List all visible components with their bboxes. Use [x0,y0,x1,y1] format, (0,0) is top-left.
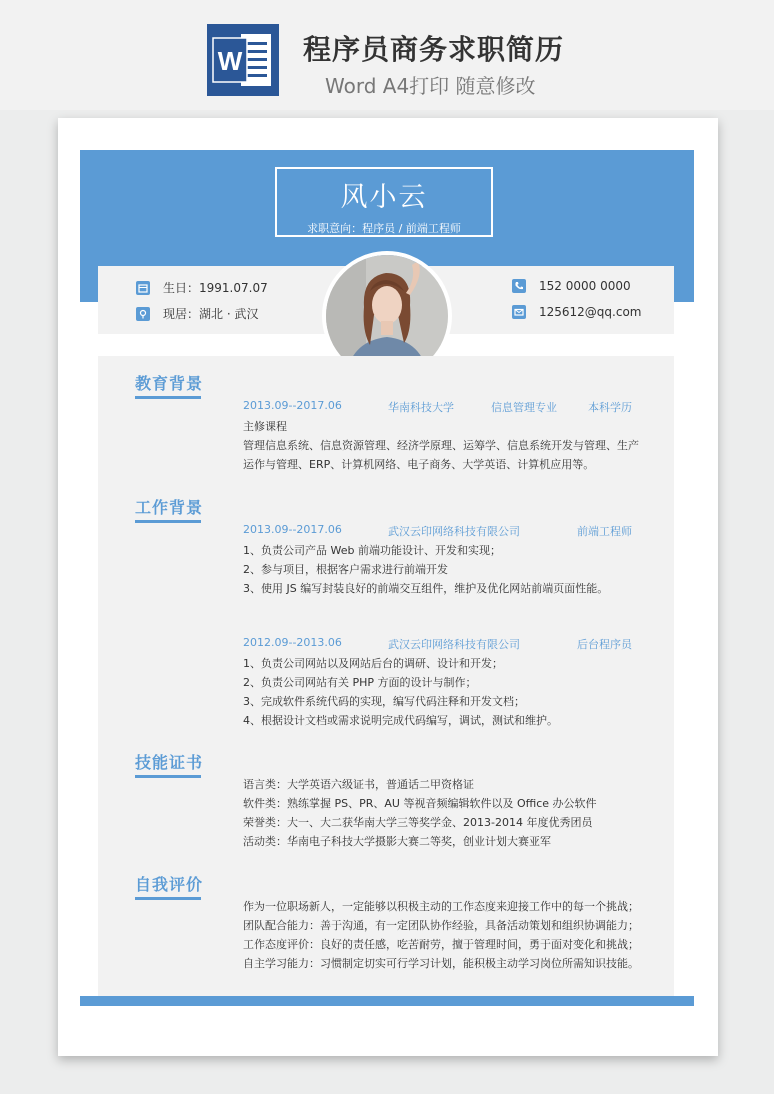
job-duty: 1、负责公司网站以及网站后台的调研、设计和开发； [243,657,503,670]
skills-title: 技能证书 [135,753,204,772]
courses-line: 管理信息系统、信息资源管理、经济学原理、运筹学、信息系统开发与管理、生产 [243,439,639,452]
phone-icon [512,279,526,293]
job-role: 后台程序员 [577,638,632,651]
self-eval-item: 自主学习能力：习惯制定切实可行学习计划，能积极主动学习岗位所需知识技能。 [243,957,639,970]
template-title: 程序员商务求职简历 [303,33,565,66]
resume-page [58,118,718,1056]
self-eval-item: 作为一位职场新人，一定能够以积极主动的工作态度来迎接工作中的每一个挑战； [243,900,639,913]
footer-bar [80,996,694,1006]
education-underline [135,396,201,399]
work-underline [135,520,201,523]
self-eval-item: 工作态度评价：良好的责任感，吃苦耐劳，擅于管理时间，勇于面对变化和挑战； [243,938,639,951]
job-duty: 1、负责公司产品 Web 前端功能设计、开发和实现； [243,544,501,557]
job-duty: 4、根据设计文档或需求说明完成代码编写，调试，测试和维护。 [243,714,558,727]
email-text: 125612@qq.com [539,305,642,319]
location-pin-icon [136,307,150,321]
job-company: 武汉云印网络科技有限公司 [388,525,520,538]
education-major: 信息管理专业 [491,401,557,414]
education-period: 2013.09--2017.06 [243,399,342,412]
education-degree: 本科学历 [588,401,632,414]
location-text: 现居：湖北 · 武汉 [163,307,259,321]
courses-line: 运作与管理、ERP、计算机网络、电子商务、大学英语、计算机应用等。 [243,458,595,471]
birthday-text: 生日：1991.07.07 [163,281,268,295]
email-icon [512,305,526,319]
self-eval-item: 团队配合能力：善于沟通，有一定团队协作经验，具备活动策划和组织协调能力； [243,919,639,932]
location-row [136,305,258,322]
job-period: 2013.09--2017.06 [243,523,342,536]
job-period: 2012.09--2013.06 [243,636,342,649]
top-banner [0,0,774,110]
skill-item: 荣誉类：大一、大二获华南大学三等奖学金、2013-2014 年度优秀团员 [243,816,593,829]
calendar-icon [136,281,150,295]
job-duty: 3、使用 JS 编写封装良好的前端交互组件，维护及优化网站前端页面性能。 [243,582,609,595]
skills-underline [135,775,201,778]
self-eval-title: 自我评价 [135,875,204,894]
phone-row [512,279,631,293]
email-row [512,305,642,319]
skill-item: 活动类：华南电子科技大学摄影大赛二等奖，创业计划大赛亚军 [243,835,551,848]
candidate-name: 风小云 [340,182,428,213]
courses-label: 主修课程 [243,420,287,433]
word-logo-letter: W [217,46,243,76]
job-role: 前端工程师 [577,525,632,538]
work-title: 工作背景 [135,498,204,517]
job-duty: 3、完成软件系统代码的实现，编写代码注释和开发文档； [243,695,525,708]
job-intent: 求职意向：程序员 / 前端工程师 [307,222,461,235]
skill-item: 软件类：熟练掌握 PS、PR、AU 等视音频编辑软件以及 Office 办公软件 [243,797,597,810]
phone-text: 152 0000 0000 [539,279,631,293]
education-school: 华南科技大学 [388,401,454,414]
job-duty: 2、参与项目，根据客户需求进行前端开发 [243,563,448,576]
word-document-icon [207,24,279,96]
job-company: 武汉云印网络科技有限公司 [388,638,520,651]
birthday-row [136,279,268,296]
template-subtitle: Word A4打印 随意修改 [325,74,536,98]
skill-item: 语言类：大学英语六级证书，普通话二甲资格证 [243,778,474,791]
education-title: 教育背景 [135,374,204,393]
job-duty: 2、负责公司网站有关 PHP 方面的设计与制作； [243,676,477,689]
self-eval-underline [135,897,201,900]
name-box [275,167,493,237]
